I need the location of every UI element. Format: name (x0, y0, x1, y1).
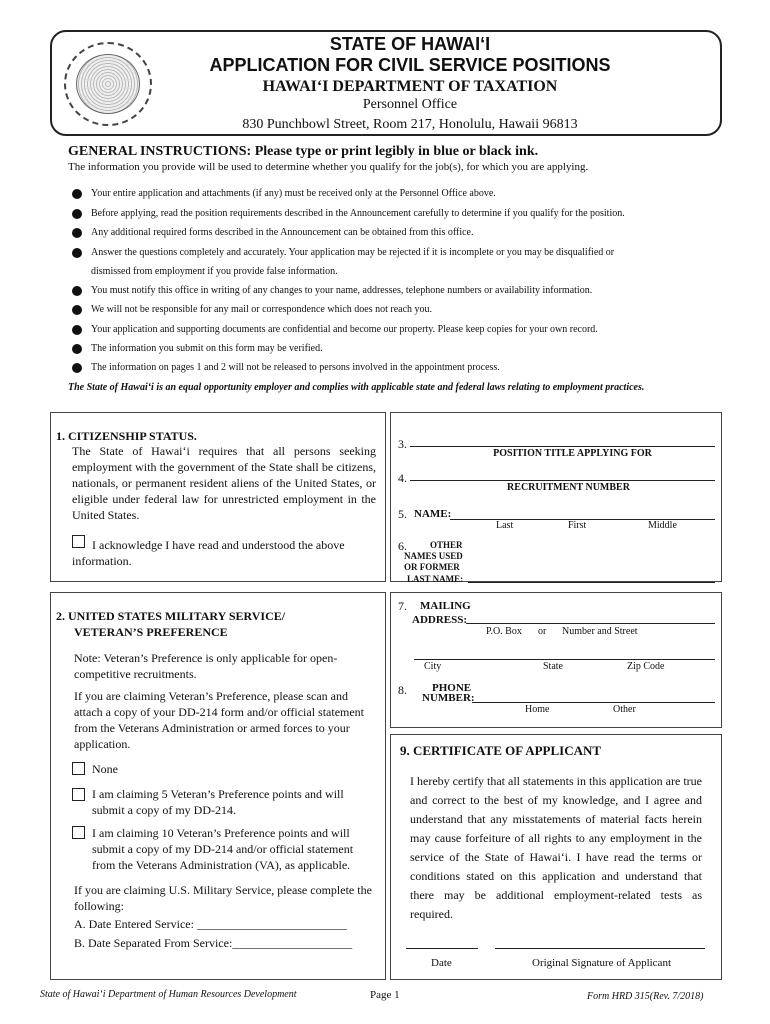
certificate-date-line[interactable] (406, 948, 478, 949)
position-title-label: POSITION TITLE APPLYING FOR (493, 448, 652, 459)
other-names-label: OR FORMER (404, 562, 460, 572)
footer-form-number: Form HRD 315(Rev. 7/2018) (587, 991, 704, 1002)
bullet-icon (72, 248, 82, 258)
bullet-icon (72, 209, 82, 219)
veteran-5-points-label: I am claiming 5 Veteran’s Preference points and will submit a copy of my DD-214. (92, 787, 344, 817)
phone-label-2: NUMBER: (422, 692, 475, 704)
other-names-label: LAST NAME: (407, 574, 464, 584)
phone-other-label: Other (613, 704, 636, 715)
pobox-label: P.O. Box (486, 626, 522, 637)
header-form-title: APPLICATION FOR CIVIL SERVICE POSITIONS (209, 55, 611, 75)
header-state: STATE OF HAWAI‘I (329, 34, 491, 54)
header-address: 830 Punchbowl Street, Room 217, Honolulu, Hawaii 96813 (242, 117, 578, 132)
instructions-heading: GENERAL INSTRUCTIONS: Please type or print legibly in blue or black ink. (68, 144, 539, 159)
name-last-label: Last (496, 520, 514, 531)
bullet-icon (72, 189, 82, 199)
bullet-icon (72, 325, 82, 335)
veteran-none-label: None (92, 762, 118, 776)
city-state-zip-line[interactable] (414, 659, 715, 660)
or-label: or (538, 626, 547, 637)
certificate-body: I hereby certify that all statements in this application are true and correct to the best of my knowledge, and I agree and understand that any misstatements of material facts herein may cause forfeiture of all rights to any employment in the service of the State of Hawai‘i. I have read the terms or conditions stated on this application and understand that there may be additional employment-related tests as required. (410, 774, 702, 921)
mailing-address-label: MAILING (420, 600, 471, 612)
bullet-icon (72, 286, 82, 296)
certificate-date-label: Date (431, 957, 452, 969)
field-5-number: 5. (398, 507, 407, 521)
phone-home-label: Home (525, 704, 550, 715)
military-heading: 2. UNITED STATES MILITARY SERVICE/ (56, 609, 286, 623)
date-separated-service-field[interactable]: B. Date Separated From Service:____________________ (74, 936, 353, 950)
field-7-number: 7. (398, 599, 407, 613)
bullet-icon (72, 363, 82, 373)
footer-page-number: Page 1 (370, 989, 400, 1001)
bullet-icon (72, 305, 82, 315)
name-first-label: First (568, 520, 587, 531)
signature-line[interactable] (495, 948, 705, 949)
phone-line[interactable] (472, 702, 715, 703)
contact-fields-box (390, 592, 722, 728)
field-4-number: 4. (398, 471, 407, 485)
city-label: City (424, 661, 442, 672)
other-names-label: OTHER (430, 540, 463, 550)
field-6-number: 6. (398, 539, 407, 553)
field-8-number: 8. (398, 683, 407, 697)
position-title-line[interactable] (410, 446, 715, 447)
name-middle-label: Middle (648, 520, 677, 531)
eeo-statement: The State of Hawai‘i is an equal opportunity employer and complies with applicable state and federal laws relating to employment practices. (68, 382, 645, 393)
bullet-icon (72, 228, 82, 238)
header-office: Personnel Office (362, 97, 458, 112)
citizenship-ack-text: I acknowledge I have read and understood the above information. (72, 538, 345, 568)
signature-label: Original Signature of Applicant (532, 957, 671, 969)
state-label: State (543, 661, 563, 672)
instructions-intro: The information you provide will be used to determine whether you qualify for the job(s), for which you are applying. (68, 161, 589, 173)
phone-label: PHONE (432, 682, 472, 694)
date-entered-service-field[interactable]: A. Date Entered Service: _________________________ (74, 917, 347, 931)
street-label: Number and Street (562, 626, 638, 637)
military-service-text: If you are claiming U.S. Military Service, please complete the following: (74, 883, 372, 913)
certificate-heading: 9. CERTIFICATE OF APPLICANT (400, 743, 602, 758)
other-names-label: NAMES USED (404, 551, 463, 561)
header-department: HAWAI‘I DEPARTMENT OF TAXATION (262, 78, 558, 95)
citizenship-heading: 1. CITIZENSHIP STATUS. (56, 429, 197, 443)
mailing-address-label-2: ADDRESS: (412, 614, 468, 626)
veteran-10-points-label: I am claiming 10 Veteran’s Preference points and will submit a copy of my DD-214 and/or official statement from the Veterans Administration (VA), as applicable. (92, 826, 354, 872)
recruitment-number-line[interactable] (410, 480, 715, 481)
footer-department: State of Hawai‘i Department of Human Resources Development (40, 989, 297, 1000)
citizenship-body: The State of Hawai‘i requires that all persons seeking employment with the government of the State shall be citizens, nationals, or permanent resident aliens of the United States, or eligible under federal law for unrestricted employment in the United States. (72, 444, 376, 522)
recruitment-number-label: RECRUITMENT NUMBER (507, 482, 630, 493)
field-3-number: 3. (398, 437, 407, 451)
state-seal-inner (76, 54, 140, 114)
veteran-10-points-checkbox[interactable] (72, 826, 85, 839)
military-heading-2: VETERAN’S PREFERENCE (74, 625, 228, 639)
veteran-5-points-checkbox[interactable] (72, 788, 85, 801)
name-label: NAME: (414, 508, 452, 520)
veteran-none-checkbox[interactable] (72, 762, 85, 775)
veteran-note: Note: Veteran’s Preference is only applicable for open-competitive recruitments. (74, 651, 338, 681)
other-names-line[interactable] (468, 582, 715, 583)
bullet-icon (72, 344, 82, 354)
street-address-line[interactable] (466, 623, 715, 624)
zip-label: Zip Code (627, 661, 665, 672)
veteran-claim-text: If you are claiming Veteran’s Preference, please scan and attach a copy of your DD-214 form and/or official statement from the Veterans Administration or armed forces to your application. (74, 689, 365, 751)
